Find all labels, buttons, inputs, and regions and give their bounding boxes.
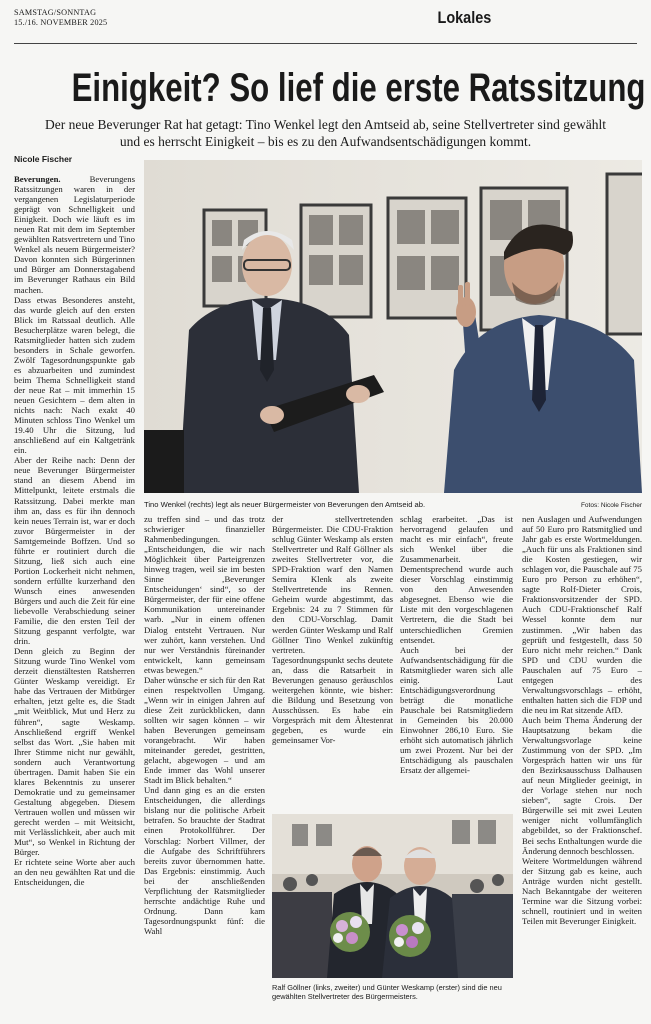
col4-paragraph-2: Auch bei der Aufwandsentschädigung für die Ratsmitglieder waren sich alle einig. Laut Entschädigungsverordnung beträgt die monatliche Pauschale bei Ratsmitgliedern in Gemeinden bis 20.000 Einwohner 286,10 Euro. Sie erhöht sich automatisch jährlich um zwei Prozent. Nur bei der Entschädigung als pauschalen Ersatz der allgemei- bbox=[400, 644, 513, 776]
issue-date bbox=[14, 8, 107, 27]
photo-deputies bbox=[272, 814, 513, 978]
col2-paragraph-2: Daher wünsche er sich für den Rat einen respektvollen Umgang. „Wenn wir in einigen Jahren auf diese Zeit zurückblicken, dann sollten wir sagen können – wir haben Beverungen gemeinsam vorangebracht. Wir haben miteinander geredet, gestritten, gelacht, abgewogen – und am Ende immer das Wohl unserer Stadt im Blick behalten.“ bbox=[144, 674, 265, 786]
article-headline: Einigkeit? So lief die erste Ratssitzung bbox=[71, 66, 646, 110]
article-column-3 bbox=[272, 514, 393, 806]
col2-paragraph-3: Und dann ging es an die ersten Entscheidungen, die allerdings bislang nur die politische Arbeit betrafen. So brauchte der Stadtrat einen Protokollführer. Der Vorschlag: Norbert Villmer, der die Aufgabe des Schriftführers bereits zuvor übernommen hatte. Das Ergebnis: einstimmig. Auch bei der anschließenden Verpflichtung der Ratsmitglieder herrschte andächtige Ruhe und Ordnung. Dann kam Tagesordnungspunkt fünf: die Wahl bbox=[144, 785, 265, 936]
col1-paragraph-4: Denn gleich zu Beginn der Sitzung wurde Tino Wenkel vom derzeit dienstältesten Ratsherren Günter Weskamp vereidigt. Er habe das Vertrauen der Mitbürger erhalten, jetzt gelte es, die Stadt „mit Weitblick, Mut und Herz zu führen“, sagte Weskamp. Anschließend ergriff Wenkel selbst das Wort. „Sie haben mit Ihrer Stimme nicht nur gewählt, sondern auch Verantwortung übertragen. Damit haben Sie ein klares Bekenntnis zu unserer Demokratie und zu gemeinsamer Gestaltung abgegeben. Diesem Vertrauen wollen und müssen wir gerecht werden – mit Weitsicht, mit Verlässlichkeit, aber auch mit Mut“, so Wenkel in Richtung der Bürger. bbox=[14, 646, 135, 858]
issue-date-date: 15./16. NOVEMBER 2025 bbox=[14, 17, 108, 27]
article-subheadline: Der neue Beverunger Rat hat getagt: Tino Wenkel legt den Amtseid ab, seine Stellvertreter sind gewählt und es herrscht Einigkeit – bis es zu den Aufwandsentschädigungen kommt. bbox=[44, 117, 607, 149]
col1-paragraph-2: Dass etwas Besonderes ansteht, das wurde gleich auf den ersten Blick im Ratssaal deutlich. Alle Besucherplätze waren belegt, die Ratsmitglieder hatten sich zudem besonders in Schale geworfen. Zwölf Tagesordnungspunkte gab es abzuarbeiten und zumindest beim Thema Schnelligkeit stand der neue Rat – mit immerhin 15 neuen Gesichtern – dem alten in nichts nach: Nach exakt 40 Minuten schloss Tino Wenkel um 19.40 Uhr die Sitzung, lud anschließend auf ein Kaltgetränk ein. bbox=[14, 294, 135, 456]
col1-paragraph-3: Aber der Reihe nach: Denn der neue Beverunger Bürgermeister stand an diesem Abend im Mittelpunkt, leitete erstmals die Ratssitzung. Dabei merkte man ihm an, dass es für ihn dennoch kein neues Terrain ist, war er doch zuvor Bürgermeister in der Samtgemeinde Boffzen. Und so führte er routiniert durch die Sitzung, ließ sich auch eine Portion Lockerheit nicht nehmen, sondern erfüllte kurzerhand den Wunsch eines anwesenden Bürgers und auch die Zeit für eine liebevolle Verabschiedung seiner Familie, die den ersten Teil der Sitzung gespannt verfolgte, war drin. bbox=[14, 455, 135, 647]
header-divider bbox=[14, 43, 637, 44]
col1-paragraph-1: Beverungens Ratssitzungen waren in der vergangenen Legislaturperiode geprägt von Schnelligkeit und Einigkeit. Doch wie läuft es im neuen Rat mit dem im September gewählten Ratsvertretern und Tino Wenkel als neuem Bürgermeister? Davon konnten sich Bürgerinnen und Bürger am Donnerstagabend im Beverunger Rathaus ein Bild machen. bbox=[14, 174, 135, 295]
col2-paragraph-1: zu treffen sind – und das trotz schwieriger finanzieller Rahmenbedingungen. „Entscheidungen, die wir nach Möglichkeit über Parteigrenzen hinweg tragen, weil sie im besten Sinne ‚Beverunger Entscheidungen‘ sind“, so der Bürgermeister, der für eine offene Kommunikation untereinander warb. „Nur in einem offenen Dialog entsteht Vertrauen. Nur wer zuhört, kann verstehen. Und nur wer Verständnis füreinander entwickelt, kann gemeinsam etwas bewegen.“ bbox=[144, 514, 265, 675]
photo-swearing-in-caption: Tino Wenkel (rechts) legt als neuer Bürgermeister von Beverungen den Amtseid ab. bbox=[144, 500, 426, 509]
dateline: Beverungen. bbox=[14, 174, 61, 184]
article-author: Nicole Fischer bbox=[14, 154, 73, 164]
article-column-5 bbox=[522, 514, 642, 1012]
photo-deputies-caption: Ralf Göllner (links, zweiter) und Günter Weskamp (erster) sind die neu gewählten Stellvertreter des Bürgermeisters. bbox=[272, 983, 502, 1002]
article-column-1 bbox=[14, 174, 135, 1012]
photo-swearing-in bbox=[144, 160, 642, 493]
photo-credit: Fotos: Nicole Fischer bbox=[580, 502, 642, 509]
col1-paragraph-5: Er richtete seine Worte aber auch an den neu gewählten Rat und die Entscheidungen, die bbox=[14, 857, 135, 888]
issue-date-day: SAMSTAG/SONNTAG bbox=[14, 8, 97, 17]
col5-paragraph-2: Auch beim Thema Änderung der Hauptsatzung bekam die Verwaltungsvorlage keine Zustimmung von der SPD. „Im Vorgespräch hatten wir uns für den Bezirksausschuss Dalhausen auf neun Mitglieder geeinigt, in der Vorlage stehen nur noch sieben“, sagte Crois. Der Bürgerwille sei mit zwei Leuten weniger nicht vollumfänglich abgebildet, so der Fraktionschef. Bei sechs Enthaltungen wurde die Änderung dennoch beschlossen. bbox=[522, 714, 642, 856]
col3-paragraph-2: Tagesordnungspunkt sechs deutete an, dass die Ratsarbeit in Beverungen genauso geräuschlos weitergehen könnte, wie bisher: die Bildung und Besetzung von Ausschüssen. Es habe ein Vorgespräch mit dem Ältestenrat gegeben, es wurde ein gemeinsamer Vor- bbox=[272, 654, 393, 746]
col5-paragraph-1: nen Auslagen und Aufwendungen auf 50 Euro pro Ratsmitglied und Jahr gab es erste Wortmeldungen. „Auch für uns als Fraktionen sind die Kosten gestiegen, wir schlagen vor, die Pauschale auf 75 Euro pro Person zu erhöhen“, sagte Rolf-Dieter Crois, Fraktionsvorsitzender der SPD. Auch CDU-Fraktionschef Ralf Wessel konnte dem nur zustimmen. „Wir haben das geprüft und festgestellt, dass 50 Euro nicht mehr reichen.“ Dank SPD und CDU wurden die Pauschalen auf 75 Euro – entgegen des Verwaltungsvorschlags – erhöht, enthalten hatten sich die FDP und die neu im Rat sitzende AfD. bbox=[522, 514, 642, 715]
article-column-2 bbox=[144, 514, 265, 1012]
section-title: Lokales bbox=[437, 8, 491, 27]
col4-paragraph-1: schlag erarbeitet. „Das ist hervorragend gelaufen und macht es mir einfach“, freute sich Wenkel über die Zusammenarbeit. Dementsprechend wurde auch dieser Vorschlag einstimmig von den Anwesenden abgesegnet. Ebenso wie die Liste mit den vorgeschlagenen Vertretern, die die Stadt bei unterschiedlichen Gremien entsendet. bbox=[400, 514, 513, 645]
article-column-4 bbox=[400, 514, 513, 806]
col3-paragraph-1: der stellvertretenden Bürgermeister. Die CDU-Fraktion schlug Günter Weskamp als ersten Stellvertreter und Ralf Göllner als zweites Stellvertreter vor, die SPD-Fraktion warf den Namen Semira Klenk als zweite Stellvertretende ins Rennen. Geheim wurde abgestimmt, das Ergebnis: 24 zu 7 Stimmen für den CDU-Vorschlag. Damit werden Günter Weskamp und Ralf Göllner Tino Wenkel zukünftig vertreten. bbox=[272, 514, 393, 655]
col5-paragraph-3: Weitere Wortmeldungen während der Sitzung gab es keine, auch Anträge wurden nicht gestellt. Nach Bekanntgabe der weiteren Termine war die Sitzung vorbei: schnell, routiniert und in weiten Teilen mit Beverunger Einigkeit. bbox=[522, 855, 642, 926]
